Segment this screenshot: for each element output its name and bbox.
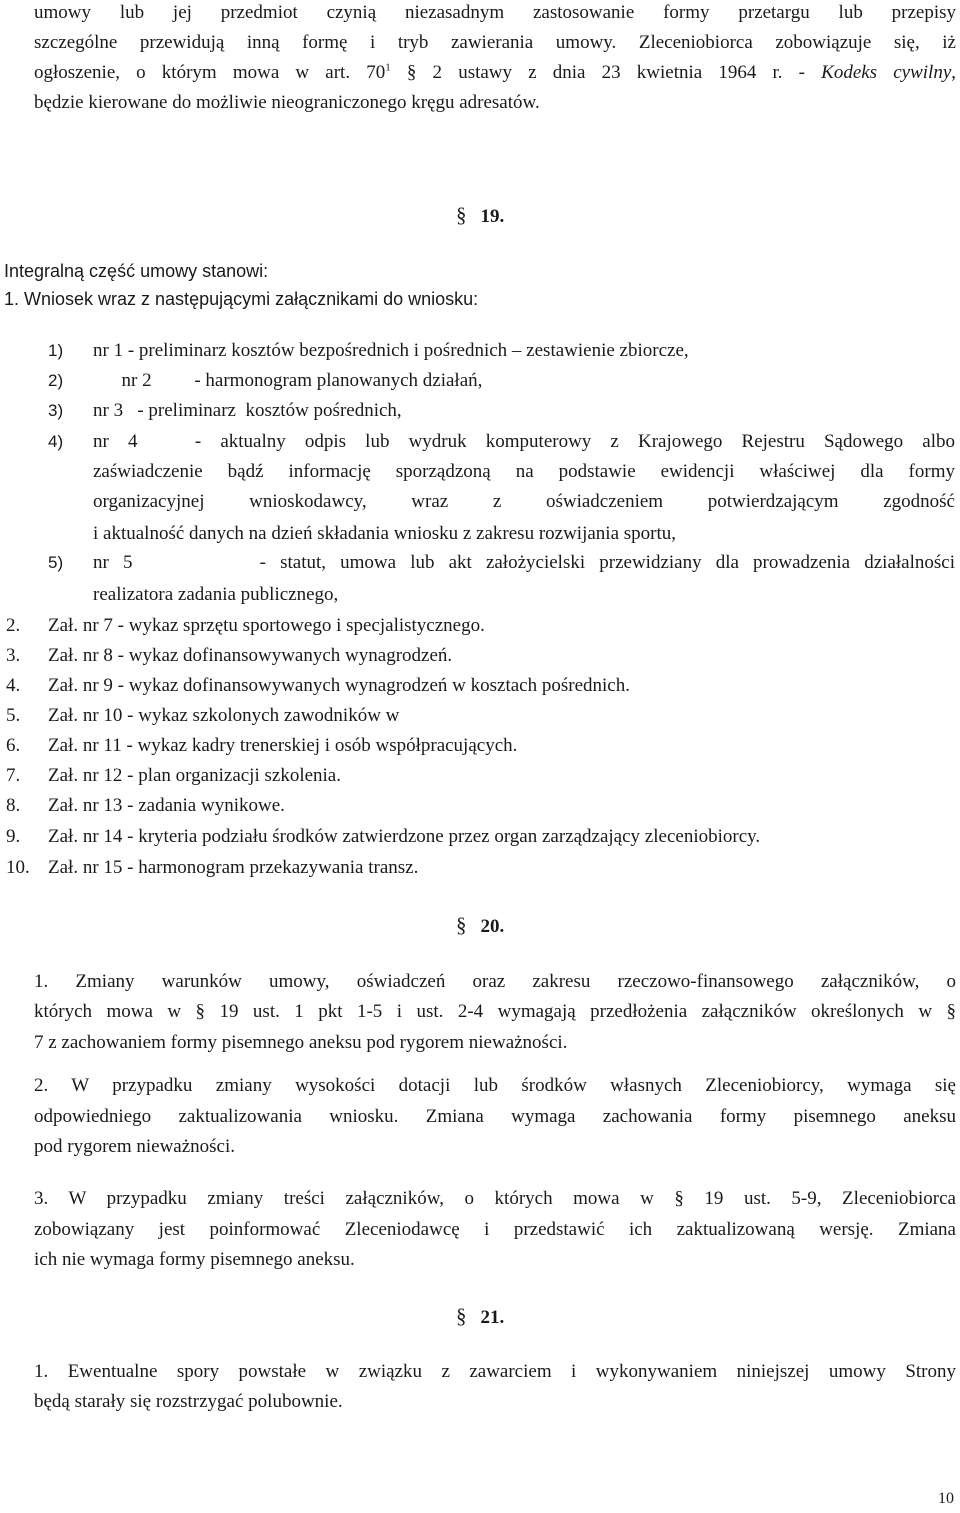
intro-line-3-c: , (951, 62, 957, 83)
section-number: 19. (480, 206, 505, 227)
section-21-p1-line: 1. Ewentualne spory powstałe w związku z zawarciem i wykonywaniem niniejszej umowy Strony (34, 1361, 956, 1382)
section-19-lead: Integralną część umowy stanowi: (4, 261, 269, 281)
list-item: Zał. nr 15 - harmonogram przekazywania transz. (48, 857, 419, 878)
list-item: Zał. nr 13 - zadania wynikowe. (48, 795, 285, 816)
section-20-p2-line: odpowiedniego zaktualizowania wniosku. Zmiana wymaga zachowania formy pisemnego aneksu (34, 1106, 956, 1127)
subitem-number: 3) (48, 401, 64, 420)
list-number: 9. (6, 826, 21, 847)
list-number: 3. (6, 645, 21, 666)
subitem-text: organizacyjnej wnioskodawcy, wraz z oświadczeniem potwierdzającym zgodność (93, 491, 955, 512)
subitem-text: nr 5 - statut, umowa lub akt założycielski przewidziany dla prowadzenia działalności (93, 552, 955, 573)
intro-line-3 (34, 58, 956, 88)
subitem-number: 4) (48, 432, 64, 451)
list-number: 6. (6, 735, 21, 756)
section-sign: § (456, 1304, 467, 1328)
subitem-text: nr 3 - preliminarz kosztów pośrednich, (93, 400, 402, 421)
list-number: 8. (6, 795, 21, 816)
list-number: 4. (6, 675, 21, 696)
section-20-p1-line: 1. Zmiany warunków umowy, oświadczeń oraz zakresu rzeczowo-finansowego załączników, o (34, 971, 956, 992)
list-item: Zał. nr 8 - wykaz dofinansowywanych wynagrodzeń. (48, 645, 453, 666)
section-20-p1-line: których mowa w § 19 ust. 1 pkt 1-5 i ust. 2-4 wymagają przedłożenia załączników określonych w § (34, 1001, 956, 1022)
section-20-heading (456, 910, 504, 942)
section-21-p1-line: będą starały się rozstrzygać polubownie. (34, 1391, 343, 1412)
list-item: Zał. nr 9 - wykaz dofinansowywanych wynagrodzeń w kosztach pośrednich. (48, 675, 630, 696)
subitem-number: 2) (48, 371, 64, 390)
section-21-heading (456, 1301, 504, 1333)
list-number: 2. (6, 615, 21, 636)
intro-line-4: będzie kierowane do możliwie nieograniczonego kręgu adresatów. (34, 92, 540, 113)
intro-italic-title: Kodeks cywilny (821, 62, 952, 83)
intro-line-3-a: ogłoszenie, o którym mowa w art. 70 (34, 62, 386, 83)
intro-line-1: umowy lub jej przedmiot czynią niezasadnym zastosowanie formy przetargu lub przepisy (34, 2, 956, 23)
section-20-p1-line: 7 z zachowaniem formy pisemnego aneksu pod rygorem nieważności. (34, 1032, 568, 1053)
subitem-text: nr 4 - aktualny odpis lub wydruk komputerowy z Krajowego Rejestru Sądowego albo (93, 431, 955, 452)
section-19-item-1: 1. Wniosek wraz z następującymi załącznikami do wniosku: (4, 289, 479, 309)
intro-line-3-b: 2 ustawy z dnia 23 kwietnia 1964 r. - (432, 62, 822, 83)
section-20-p3-line: zobowiązany jest poinformować Zleceniodawcę i przedstawić ich zaktualizowaną wersję. Zmiana (34, 1219, 956, 1240)
section-number: 20. (480, 916, 505, 937)
intro-line-3-sup: 1 (385, 61, 391, 74)
subitem-text: zaświadczenie bądź informację sporządzoną na podstawie ewidencji właściwej dla formy (93, 461, 955, 482)
subitem-text: i aktualność danych na dzień składania wniosku z zakresu rozwijania sportu, (93, 523, 677, 544)
section-sign: § (456, 913, 467, 937)
intro-line-2: szczególne przewidują inną formę i tryb zawierania umowy. Zleceniobiorca zobowiązuje się, iż (34, 32, 956, 53)
subitem-text: realizatora zadania publicznego, (93, 584, 339, 605)
list-number: 5. (6, 705, 21, 726)
list-item: Zał. nr 7 - wykaz sprzętu sportowego i specjalistycznego. (48, 615, 485, 636)
section-20-p3-line: ich nie wymaga formy pisemnego aneksu. (34, 1249, 355, 1270)
subitem-number: 1) (48, 341, 64, 360)
list-item: Zał. nr 14 - kryteria podziału środków zatwierdzone przez organ zarządzający zleceniobiorcy. (48, 826, 761, 847)
page-number: 10 (938, 1490, 954, 1507)
section-sign: § (406, 62, 417, 83)
list-item: Zał. nr 11 - wykaz kadry trenerskiej i osób współpracujących. (48, 735, 518, 756)
section-sign: § (456, 203, 467, 227)
section-20-p2-line: 2. W przypadku zmiany wysokości dotacji lub środków własnych Zleceniobiorcy, wymaga się (34, 1075, 956, 1096)
subitem-text: nr 1 - preliminarz kosztów bezpośrednich i pośrednich – zestawienie zbiorcze, (93, 340, 689, 361)
subitem-number: 5) (48, 553, 64, 572)
section-20-p3-line: 3. W przypadku zmiany treści załączników, o których mowa w § 19 ust. 5-9, Zleceniobiorca (34, 1188, 956, 1209)
list-item: Zał. nr 12 - plan organizacji szkolenia. (48, 765, 341, 786)
subitem-text: nr 2 - harmonogram planowanych działań, (93, 370, 483, 391)
list-number: 10. (6, 857, 30, 878)
list-number: 7. (6, 765, 21, 786)
list-item: Zał. nr 10 - wykaz szkolonych zawodników w (48, 705, 400, 726)
section-number: 21. (480, 1307, 505, 1328)
section-20-p2-line: pod rygorem nieważności. (34, 1136, 236, 1157)
section-19-heading (456, 200, 504, 232)
